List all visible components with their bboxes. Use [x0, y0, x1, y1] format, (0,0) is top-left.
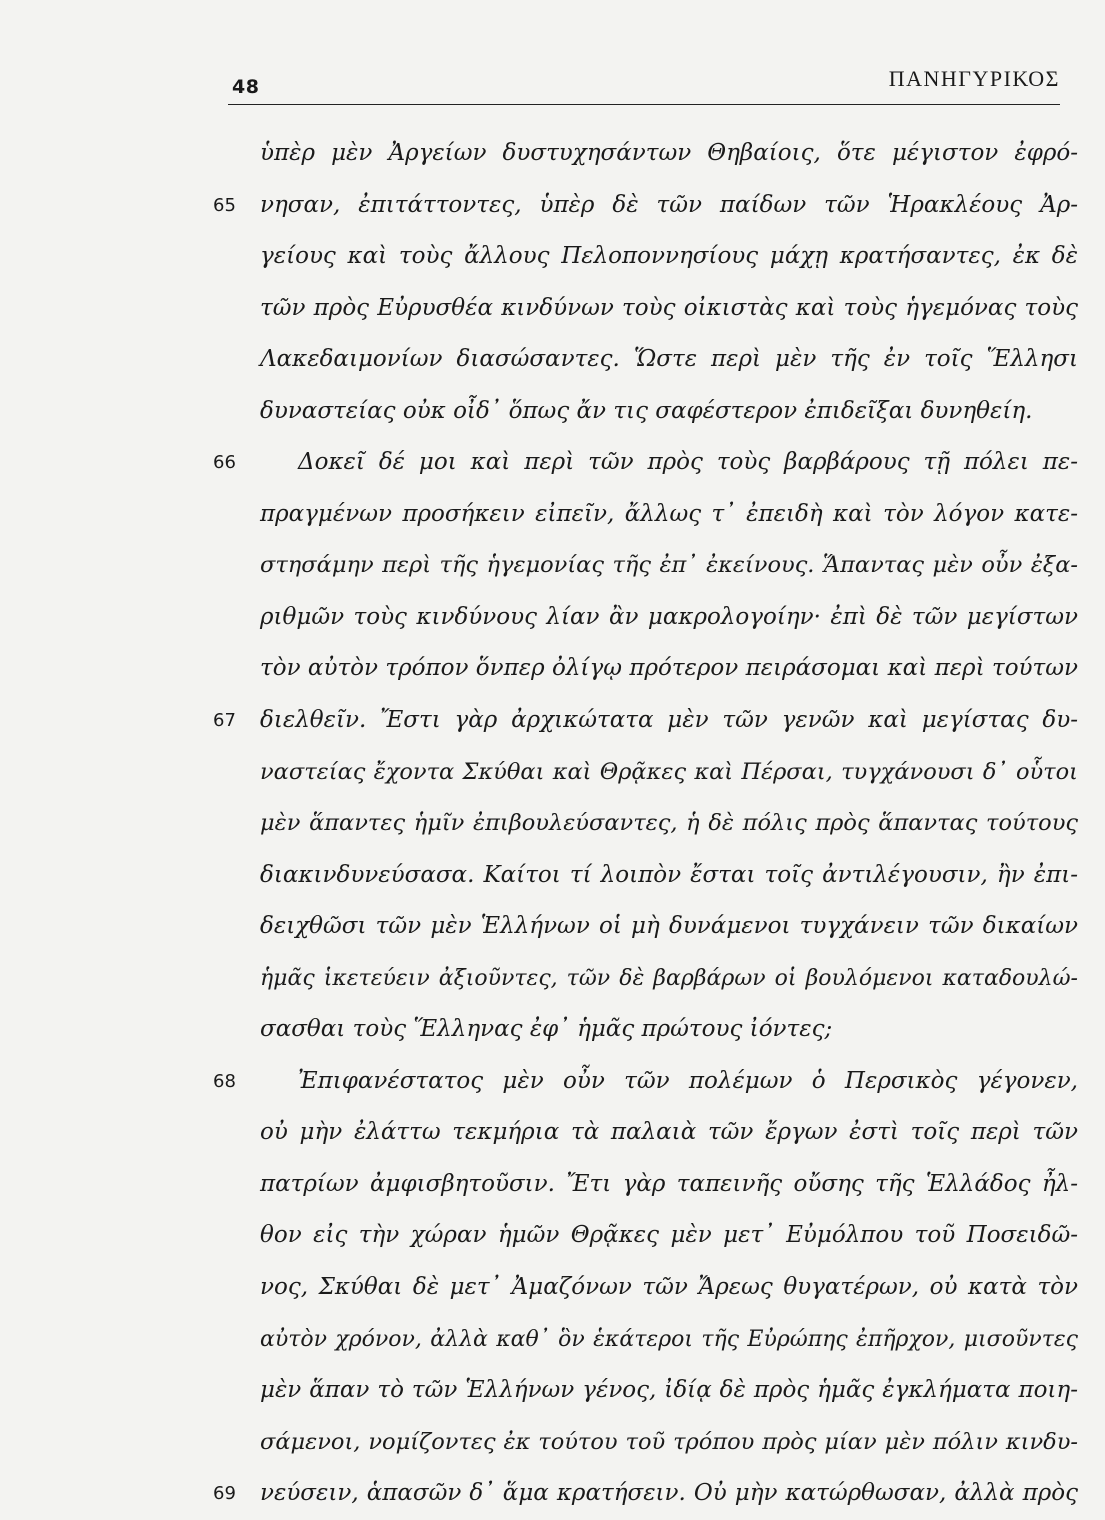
- line-text: γείους καὶ τοὺς ἄλλους Πελοποννησίους μάχῃ κρατήσαντες, ἐκ δὲ: [260, 243, 1078, 270]
- text-line: [0, 1107, 1105, 1159]
- text-line: [0, 283, 1105, 335]
- text-line: [0, 437, 1105, 489]
- text-line: [0, 1314, 1105, 1366]
- line-text: στησάμην περὶ τῆς ἡγεμονίας τῆς ἐπ᾽ ἐκείνους. Ἅπαντας μὲν οὖν ἐξα-: [260, 552, 1078, 579]
- text-line: [0, 1262, 1105, 1314]
- section-number: 66: [213, 452, 236, 474]
- text-line: [0, 1004, 1105, 1056]
- text-line: [0, 1365, 1105, 1417]
- line-text: Λακεδαιμονίων διασώσαντες. Ὥστε περὶ μὲν τῆς ἐν τοῖς Ἕλλησι: [260, 346, 1078, 373]
- text-line: [0, 1159, 1105, 1211]
- line-text: οὐ μὴν ἐλάττω τεκμήρια τὰ παλαιὰ τῶν ἔργων ἐστὶ τοῖς περὶ τῶν: [260, 1119, 1078, 1146]
- text-line: [0, 643, 1105, 695]
- text-line: [0, 540, 1105, 592]
- line-text: ἡμᾶς ἱκετεύειν ἀξιοῦντες, τῶν δὲ βαρβάρων οἱ βουλόμενοι καταδουλώ-: [260, 965, 1078, 991]
- line-text: διακινδυνεύσασα. Καίτοι τί λοιπὸν ἔσται τοῖς ἀντιλέγουσιν, ἢν ἐπι-: [260, 861, 1078, 888]
- line-text: ριθμῶν τοὺς κινδύνους λίαν ἂν μακρολογοίην· ἐπὶ δὲ τῶν μεγίστων: [260, 603, 1078, 630]
- greek-text-body: [0, 128, 1105, 1520]
- text-line: [0, 592, 1105, 644]
- text-line: [0, 901, 1105, 953]
- running-title: ΠΑΝΗΓΥΡΙΚΟΣ: [888, 66, 1060, 91]
- line-text: αὐτὸν χρόνον, ἀλλὰ καθ᾽ ὃν ἑκάτεροι τῆς Εὐρώπης ἐπῆρχον, μισοῦντες: [260, 1326, 1078, 1352]
- line-text: τὸν αὐτὸν τρόπον ὅνπερ ὀλίγῳ πρότερον πειράσομαι καὶ περὶ τούτων: [260, 655, 1078, 682]
- text-line: [0, 798, 1105, 850]
- line-text: πραγμένων προσήκειν εἰπεῖν, ἄλλως τ᾽ ἐπειδὴ καὶ τὸν λόγον κατε-: [260, 500, 1078, 527]
- line-text: δυναστείας οὐκ οἶδ᾽ ὅπως ἄν τις σαφέστερον ἐπιδεῖξαι δυνηθείη.: [260, 397, 1033, 424]
- line-text: ναστείας ἔχοντα Σκύθαι καὶ Θρᾷκες καὶ Πέρσαι, τυγχάνουσι δ᾽ οὗτοι: [260, 758, 1078, 785]
- line-text: μὲν ἅπαν τὸ τῶν Ἑλλήνων γένος, ἰδίᾳ δὲ πρὸς ἡμᾶς ἐγκλήματα ποιη-: [260, 1377, 1078, 1404]
- page-header: [228, 62, 1060, 102]
- section-number: 68: [213, 1070, 236, 1092]
- section-number: 69: [213, 1483, 236, 1505]
- section-number: 67: [213, 710, 236, 732]
- line-text: σασθαι τοὺς Ἕλληνας ἐφ᾽ ἡμᾶς πρώτους ἰόντες;: [260, 1016, 833, 1043]
- text-line: [0, 1056, 1105, 1108]
- line-text: νησαν, ἐπιτάττοντες, ὑπὲρ δὲ τῶν παίδων τῶν Ἡρακλέους Ἀρ-: [260, 191, 1078, 218]
- text-line: [0, 128, 1105, 180]
- line-text: ὑπὲρ μὲν Ἀργείων δυστυχησάντων Θηβαίοις, ὅτε μέγιστον ἐφρό-: [260, 140, 1078, 166]
- text-line: [0, 747, 1105, 799]
- header-rule: [228, 104, 1060, 105]
- text-line: [0, 231, 1105, 283]
- line-text: πατρίων ἀμφισβητοῦσιν. Ἔτι γὰρ ταπεινῆς οὔσης τῆς Ἑλλάδος ἦλ-: [260, 1170, 1078, 1197]
- page-number: 48: [232, 76, 260, 98]
- line-text: Δοκεῖ δέ μοι καὶ περὶ τῶν πρὸς τοὺς βαρβάρους τῇ πόλει πε-: [298, 449, 1078, 476]
- text-line: [0, 386, 1105, 438]
- text-line: [0, 489, 1105, 541]
- text-line: [0, 180, 1105, 232]
- line-text: μὲν ἅπαντες ἡμῖν ἐπιβουλεύσαντες, ἡ δὲ πόλις πρὸς ἅπαντας τούτους: [260, 810, 1078, 837]
- text-line: [0, 953, 1105, 1005]
- text-line: [0, 334, 1105, 386]
- line-text: θον εἰς τὴν χώραν ἡμῶν Θρᾷκες μὲν μετ᾽ Εὐμόλπου τοῦ Ποσειδῶ-: [260, 1222, 1078, 1249]
- text-line: [0, 1417, 1105, 1469]
- text-line: [0, 850, 1105, 902]
- line-text: διελθεῖν. Ἔστι γὰρ ἀρχικώτατα μὲν τῶν γενῶν καὶ μεγίστας δυ-: [260, 707, 1078, 734]
- line-text: δειχθῶσι τῶν μὲν Ἑλλήνων οἱ μὴ δυνάμενοι τυγχάνειν τῶν δικαίων: [260, 913, 1078, 940]
- section-number: 65: [213, 194, 236, 216]
- line-text: νεύσειν, ἁπασῶν δ᾽ ἅμα κρατήσειν. Οὐ μὴν κατώρθωσαν, ἀλλὰ πρὸς: [260, 1480, 1078, 1507]
- line-text: τῶν πρὸς Εὐρυσθέα κινδύνων τοὺς οἰκιστὰς καὶ τοὺς ἡγεμόνας τοὺς: [260, 294, 1078, 321]
- text-line: [0, 1210, 1105, 1262]
- line-text: Ἐπιφανέστατος μὲν οὖν τῶν πολέμων ὁ Περσικὸς γέγονεν,: [298, 1067, 1078, 1094]
- text-line: [0, 695, 1105, 747]
- line-text: νος, Σκύθαι δὲ μετ᾽ Ἀμαζόνων τῶν Ἄρεως θυγατέρων, οὐ κατὰ τὸν: [260, 1274, 1078, 1301]
- text-line: [0, 1468, 1105, 1520]
- line-text: σάμενοι, νομίζοντες ἐκ τούτου τοῦ τρόπου πρὸς μίαν μὲν πόλιν κινδυ-: [260, 1428, 1078, 1455]
